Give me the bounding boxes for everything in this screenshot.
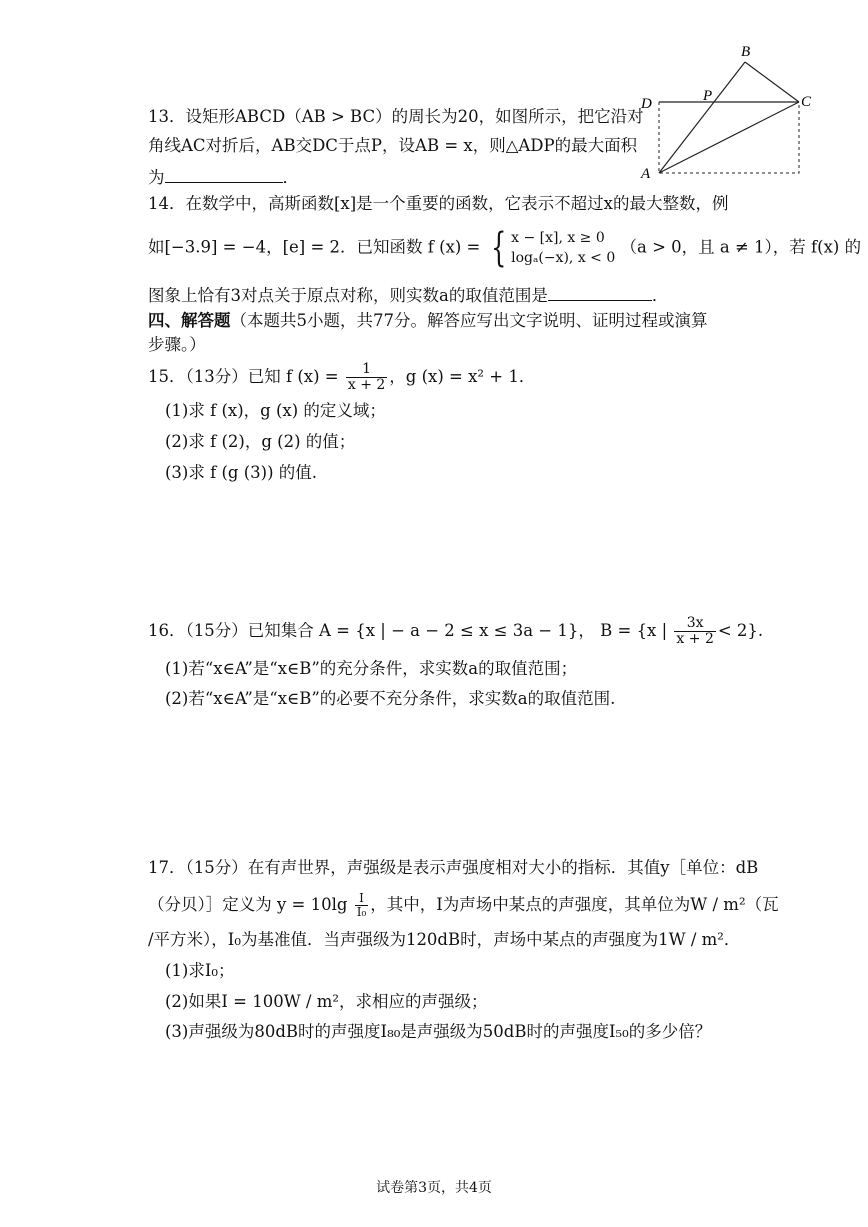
q16-set-b-close: < 2}. [717,621,764,640]
section4-heading: 四、解答题 [148,311,231,330]
piecewise-cases [511,228,615,268]
q15-fraction [346,362,387,393]
q16-frac-den: x + 2 [676,631,714,647]
q17-line2-start: （分贝）］定义为 y = 10lg [148,895,348,914]
q17-part3: (3)声强级为80dB时的声强度I₈₀是声强级为50dB时的声强度I₅₀的多少倍？ [165,1022,712,1041]
q15-stem-start: 15．（13分）已知 f (x) = [148,367,339,386]
q14-case2: logₐ(−x), x < 0 [511,250,616,266]
q15-frac-den: x + 2 [347,377,386,393]
q17-part1: (1)求I₀； [165,961,235,980]
q16-part2: (2)若“x∈A”是“x∈B”的必要不充分条件，求实数a的取值范围. [165,689,616,708]
q14-case1: x − [x], x ≥ 0 [511,230,605,246]
q15-part1: (1)求 f (x)，g (x) 的定义域； [165,401,386,420]
q15-stem [148,360,535,394]
q14-line3 [148,282,668,307]
q14-line2 [148,225,862,271]
section4-line1 [148,310,708,332]
q16-set-b-open: {x | [636,621,668,640]
figure-label-a: A [641,166,651,180]
left-brace: { [490,225,507,271]
q15-part2: (2)求 f (2)，g (2) 的值； [165,432,356,451]
q13-figure [635,40,815,180]
q17-line2 [148,888,779,922]
figure-label-c: C [801,94,812,110]
q13-line3-start: 为 [148,168,165,187]
q14-line1: 14．在数学中，高斯函数[x]是一个重要的函数，它表示不超过x的最大整数，例 [148,194,729,213]
q13-line3 [148,164,299,189]
q17-part2: (2)如果I = 100W / m²，求相应的声强级； [165,992,488,1011]
q17-fraction [355,892,369,919]
q17-line3: /平方米），I₀为基准值．当声强级为120dB时，声场中某点的声强度为1W / m²． [148,930,741,949]
q15-stem-end: ，g (x) = x² + 1． [389,367,536,386]
q14-line2-end: （a > 0，且 a ≠ 1），若 f(x) 的 [620,237,862,257]
q16-stem-start: 16．（15分）已知集合 A = {x | − a − 2 ≤ x ≤ 3a − 1}， B = [148,621,632,640]
figure-label-b: B [741,44,751,60]
q16-part1: (1)若“x∈A”是“x∈B”的充分条件，求实数a的取值范围； [165,659,578,678]
q13-answer-blank [165,164,283,183]
q14-line3-end: ． [651,286,669,305]
q13-line3-end: ． [282,168,299,187]
q14-answer-blank [548,282,652,301]
figure-label-d: D [641,96,652,112]
page-footer: 试卷第3页，共4页 [376,1180,492,1196]
q13-line1: 13．设矩形ABCD（AB > BC）的周长为20，如图所示，把它沿对 [148,107,644,126]
q14-line2-start: 如[−3.9] = −4，[e] = 2．已知函数 f (x) = [148,237,481,257]
q13-line2: 角线AC对折后，AB交DC于点P，设AB = x，则△ADP的最大面积 [148,136,638,155]
q17-line1: 17．（15分）在有声世界，声强级是表示声强度相对大小的指标．其值y［单位：dB [148,858,759,877]
section4-line2: 步骤。） [148,335,206,354]
section4-instructions: （本题共5小题，共77分。解答应写出文字说明、证明过程或演算 [230,311,708,330]
q17-frac-den: I₀ [356,905,367,919]
q16-stem [148,614,763,648]
q14-line3-start: 图象上恰有3对点关于原点对称，则实数a的取值范围是 [148,286,548,305]
figure-label-p: P [703,88,713,104]
q16-fraction [674,616,715,647]
q17-line2-end: ，其中，I为声场中某点的声强度，其单位为W / m²（瓦 [370,895,779,914]
q15-frac-num: 1 [346,362,387,378]
q16-frac-num: 3x [674,616,715,632]
q17-frac-num: I [355,892,369,906]
q15-part3: (3)求 f (g (3)) 的值. [165,463,318,482]
